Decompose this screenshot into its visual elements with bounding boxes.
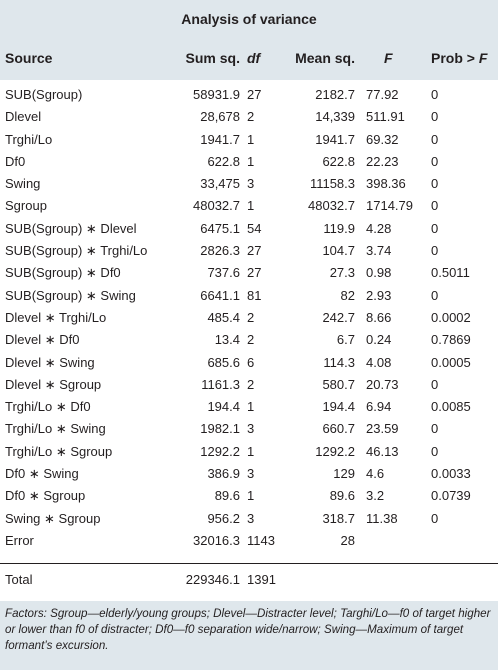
cell-df: 3 <box>247 510 255 526</box>
table-row <box>0 508 498 530</box>
table-row <box>0 530 498 552</box>
cell-source: Error <box>5 532 34 548</box>
cell-f: 22.23 <box>366 153 399 169</box>
cell-df: 1 <box>247 443 255 459</box>
cell-sum-sq: 1292.2 <box>200 443 240 459</box>
cell-prob: 0 <box>431 510 439 526</box>
table-row <box>0 352 498 374</box>
cell-source: Df0 ∗ Swing <box>5 466 79 482</box>
cell-df: 2 <box>247 376 255 392</box>
cell-source: Dlevel ∗ Sgroup <box>5 376 102 392</box>
cell-df: 3 <box>247 466 255 482</box>
cell-sum-sq: 6641.1 <box>200 287 240 303</box>
table-body <box>0 84 498 552</box>
cell-prob: 0.0005 <box>431 354 471 370</box>
cell-f: 20.73 <box>366 376 399 392</box>
table-title-band <box>0 0 498 35</box>
header-source: Source <box>5 50 53 66</box>
cell-sum-sq: 485.4 <box>207 309 240 325</box>
cell-source: Df0 <box>5 153 26 169</box>
cell-prob: 0 <box>431 87 439 102</box>
table-row <box>0 262 498 284</box>
cell-f: 1714.79 <box>366 198 413 214</box>
cell-mean-sq: 11158.3 <box>309 176 355 192</box>
cell-f: 8.66 <box>366 309 392 325</box>
cell-prob: 0.0085 <box>431 399 471 415</box>
cell-prob: 0 <box>431 220 439 236</box>
cell-sum-sq: 685.6 <box>207 354 240 370</box>
table-row <box>0 329 498 351</box>
cell-source: Dlevel ∗ Df0 <box>5 332 80 348</box>
cell-f: 4.08 <box>366 354 392 370</box>
table-row <box>0 129 498 151</box>
cell-source: Sgroup <box>5 198 47 214</box>
total-divider <box>0 563 498 564</box>
cell-source: Dlevel ∗ Swing <box>5 354 95 370</box>
cell-prob: 0 <box>431 376 439 392</box>
cell-prob: 0 <box>431 153 439 169</box>
cell-source: Swing <box>5 176 41 192</box>
cell-df: 27 <box>247 243 262 259</box>
table-row <box>0 463 498 485</box>
table-row <box>0 374 498 396</box>
cell-df: 3 <box>247 421 255 437</box>
cell-f: 23.59 <box>366 421 399 437</box>
cell-f: 6.94 <box>366 399 392 415</box>
cell-sum-sq: 622.8 <box>207 153 240 169</box>
cell-prob: 0 <box>431 109 439 125</box>
cell-sum-sq: 1982.1 <box>200 421 240 437</box>
cell-sum-sq: 386.9 <box>207 466 240 482</box>
cell-source: Dlevel <box>5 109 42 125</box>
cell-sum-sq: 1941.7 <box>200 131 240 147</box>
cell-mean-sq: 14,339 <box>315 109 355 125</box>
cell-f: 0.98 <box>366 265 392 281</box>
table-row <box>0 418 498 440</box>
cell-sum-sq: 6475.1 <box>200 220 240 236</box>
cell-mean-sq: 48032.7 <box>308 198 355 214</box>
cell-mean-sq: 89.6 <box>329 488 355 504</box>
cell-df: 1143 <box>247 532 275 548</box>
header-df: df <box>247 50 261 66</box>
cell-mean-sq: 1941.7 <box>315 131 355 147</box>
cell-mean-sq: 27.3 <box>329 265 355 281</box>
cell-source: SUB(Sgroup) ∗ Dlevel <box>5 220 137 236</box>
table-title: Analysis of variance <box>181 10 317 27</box>
cell-df: 1 <box>247 198 255 214</box>
cell-f: 398.36 <box>366 176 406 192</box>
cell-mean-sq: 194.4 <box>322 399 355 415</box>
cell-f: 511.91 <box>366 109 405 125</box>
cell-f: 2.93 <box>366 287 392 303</box>
cell-f: 4.28 <box>366 220 392 236</box>
total-source: Total <box>5 572 33 587</box>
cell-df: 1 <box>247 488 255 504</box>
cell-sum-sq: 194.4 <box>207 399 240 415</box>
cell-mean-sq: 6.7 <box>336 332 355 348</box>
cell-sum-sq: 13.4 <box>214 332 240 348</box>
header-prob-var: F <box>478 50 488 66</box>
cell-sum-sq: 89.6 <box>214 488 240 504</box>
cell-df: 1 <box>247 153 255 169</box>
cell-prob: 0.0002 <box>431 309 471 325</box>
cell-sum-sq: 956.2 <box>207 510 240 526</box>
cell-prob: 0 <box>431 443 439 459</box>
cell-prob: 0 <box>431 243 439 259</box>
cell-sum-sq: 32016.3 <box>193 532 240 548</box>
cell-df: 81 <box>247 287 262 303</box>
total-row <box>0 568 498 592</box>
cell-f: 11.38 <box>366 510 398 526</box>
cell-prob: 0 <box>431 131 439 147</box>
cell-df: 54 <box>247 220 262 236</box>
cell-df: 6 <box>247 354 255 370</box>
cell-mean-sq: 82 <box>340 287 355 303</box>
header-prob <box>431 35 487 80</box>
total-df: 1391 <box>247 572 276 587</box>
table-row <box>0 396 498 418</box>
cell-f: 0.24 <box>366 332 392 348</box>
total-sum-sq: 229346.1 <box>185 572 240 587</box>
table-row <box>0 84 498 106</box>
cell-df: 1 <box>247 399 255 415</box>
table-row <box>0 151 498 173</box>
cell-prob: 0.0033 <box>431 466 471 482</box>
cell-mean-sq: 660.7 <box>322 421 355 437</box>
table-footnote <box>0 601 498 670</box>
cell-sum-sq: 2826.3 <box>200 243 240 259</box>
cell-source: Df0 ∗ Sgroup <box>5 488 86 504</box>
table-row <box>0 218 498 240</box>
cell-source: Swing ∗ Sgroup <box>5 510 101 526</box>
cell-df: 2 <box>247 309 255 325</box>
cell-prob: 0 <box>431 198 439 214</box>
cell-mean-sq: 318.7 <box>322 510 355 526</box>
cell-source: Trghi/Lo ∗ Swing <box>5 421 106 437</box>
table-row <box>0 307 498 329</box>
cell-source: Trghi/Lo ∗ Df0 <box>5 399 91 415</box>
cell-source: Trghi/Lo <box>5 131 53 147</box>
table-row <box>0 173 498 195</box>
cell-source: SUB(Sgroup) ∗ Trghi/Lo <box>5 243 148 259</box>
cell-mean-sq: 104.7 <box>322 243 355 259</box>
cell-f: 4.6 <box>366 466 385 482</box>
cell-source: Dlevel ∗ Trghi/Lo <box>5 309 107 325</box>
header-f: F <box>384 50 393 66</box>
cell-mean-sq: 1292.2 <box>315 443 355 459</box>
cell-f: 69.32 <box>366 131 399 147</box>
table-header-row <box>0 35 498 80</box>
table-row <box>0 441 498 463</box>
cell-f: 46.13 <box>366 443 399 459</box>
cell-mean-sq: 114.3 <box>323 354 355 370</box>
cell-df: 27 <box>247 87 262 102</box>
header-prob-label: Prob > <box>431 50 479 66</box>
cell-df: 27 <box>247 265 262 281</box>
cell-mean-sq: 580.7 <box>322 376 355 392</box>
cell-sum-sq: 48032.7 <box>193 198 240 214</box>
cell-df: 3 <box>247 176 255 192</box>
cell-prob: 0 <box>431 287 439 303</box>
cell-mean-sq: 129 <box>333 466 355 482</box>
cell-mean-sq: 2182.7 <box>315 87 355 102</box>
cell-f: 3.74 <box>366 243 392 259</box>
cell-source: SUB(Sgroup) ∗ Df0 <box>5 265 121 281</box>
cell-source: Trghi/Lo ∗ Sgroup <box>5 443 113 459</box>
cell-prob: 0 <box>431 176 439 192</box>
cell-df: 1 <box>247 131 255 147</box>
cell-mean-sq: 622.8 <box>322 153 355 169</box>
cell-f: 3.2 <box>366 488 385 504</box>
cell-source: SUB(Sgroup) ∗ Swing <box>5 287 136 303</box>
table-row <box>0 485 498 507</box>
cell-sum-sq: 737.6 <box>207 265 240 281</box>
table-row <box>0 285 498 307</box>
cell-source: SUB(Sgroup) <box>5 87 83 102</box>
cell-mean-sq: 119.9 <box>323 220 355 236</box>
cell-f: 77.92 <box>366 87 399 102</box>
table-row <box>0 240 498 262</box>
cell-sum-sq: 1161.3 <box>201 376 240 392</box>
cell-df: 2 <box>247 332 255 348</box>
cell-mean-sq: 242.7 <box>322 309 355 325</box>
cell-df: 2 <box>247 109 255 125</box>
cell-prob: 0.5011 <box>431 265 470 281</box>
cell-prob: 0 <box>431 421 439 437</box>
header-mean-sq: Mean sq. <box>295 50 355 66</box>
table-row <box>0 195 498 217</box>
cell-sum-sq: 58931.9 <box>193 87 240 102</box>
table-row <box>0 106 498 128</box>
cell-prob: 0.7869 <box>431 332 471 348</box>
cell-prob: 0.0739 <box>431 488 471 504</box>
footnote-text: Factors: Sgroup—elderly/young groups; Dlevel—Distracter level; Targhi/Lo—f0 of target higher or lower than f0 of distracter; Df0—f0 separation wide/narrow; Swing—Maximum of target formant’s excursion. <box>5 607 491 652</box>
header-sum-sq: Sum sq. <box>185 50 240 66</box>
cell-mean-sq: 28 <box>340 532 355 548</box>
cell-sum-sq: 28,678 <box>200 109 240 125</box>
cell-sum-sq: 33,475 <box>200 176 240 192</box>
